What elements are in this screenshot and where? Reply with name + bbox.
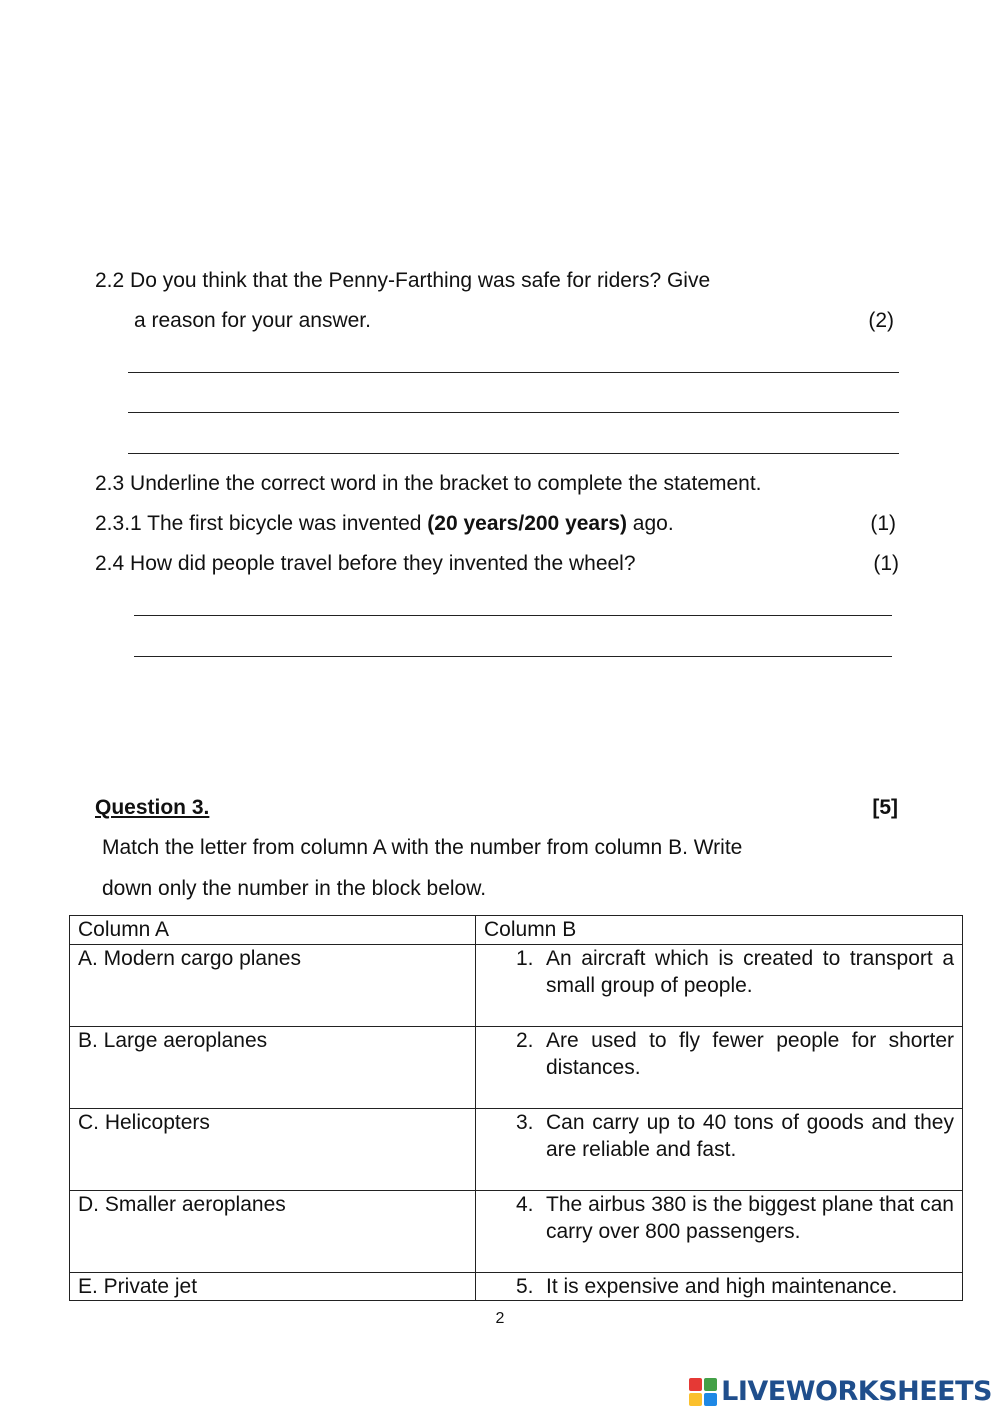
item-text: An aircraft which is created to transport a small group of people. [546,947,954,997]
column-b-header: Column B [476,916,963,945]
column-b-cell [476,945,963,1027]
question-2-2-marks: (2) [868,309,894,332]
question-2-3-1-suffix: ago. [626,512,674,535]
matching-table [69,915,963,1301]
column-b-cell [476,1273,963,1301]
question-2-3-1-options[interactable]: (20 years/200 years) [427,512,627,535]
item-text: The airbus 380 is the biggest plane that can carry over 800 passengers. [546,1193,954,1243]
question-3-instruction-2: down only the number in the block below. [102,877,487,900]
question-2-3-1-marks: (1) [870,512,896,535]
item-text: It is expensive and high maintenance. [546,1275,898,1298]
question-2-4: 2.4 How did people travel before they invented the wheel? [95,552,636,575]
answer-line-2-4-a[interactable] [134,615,892,616]
question-2-3-1-prefix: 2.3.1 The first bicycle was invented [95,512,428,535]
column-a-header: Column A [70,916,476,945]
answer-line-2-2-b[interactable] [128,412,899,413]
question-3-marks: [5] [872,796,898,819]
column-a-cell: A. Modern cargo planes [70,945,476,1027]
answer-line-2-2-a[interactable] [128,372,899,373]
table-row [70,1027,963,1109]
column-a-cell: B. Large aeroplanes [70,1027,476,1109]
table-row [70,1273,963,1301]
question-2-3-1 [95,512,674,536]
answer-line-2-4-b[interactable] [134,656,892,657]
item-number: 5. [516,1275,534,1298]
column-a-cell: D. Smaller aeroplanes [70,1191,476,1273]
table-row [70,945,963,1027]
item-number: 4. [516,1193,534,1216]
item-text: Are used to fly fewer people for shorter distances. [546,1029,954,1079]
logo-text: LIVEWORKSHEETS [721,1376,992,1407]
table-header-row [70,916,963,945]
table-row [70,1109,963,1191]
liveworksheets-logo-icon [689,1378,717,1406]
question-2-4-marks: (1) [873,552,899,575]
page-number: 2 [495,1310,505,1327]
liveworksheets-logo[interactable] [689,1376,992,1407]
column-b-cell [476,1027,963,1109]
item-number: 2. [516,1029,534,1052]
column-a-cell: E. Private jet [70,1273,476,1301]
question-2-2-line2: a reason for your answer. [134,309,371,332]
question-3-title: Question 3. [95,796,210,819]
answer-line-2-2-c[interactable] [128,453,899,454]
question-2-3: 2.3 Underline the correct word in the bracket to complete the statement. [95,472,762,495]
question-2-2-line1: 2.2 Do you think that the Penny-Farthing was safe for riders? Give [95,269,711,292]
item-number: 1. [516,947,534,970]
column-b-cell [476,1191,963,1273]
item-number: 3. [516,1111,534,1134]
item-text: Can carry up to 40 tons of goods and they are reliable and fast. [546,1111,954,1161]
column-a-cell: C. Helicopters [70,1109,476,1191]
table-row [70,1191,963,1273]
question-3-instruction-1: Match the letter from column A with the number from column B. Write [102,836,743,859]
column-b-cell [476,1109,963,1191]
